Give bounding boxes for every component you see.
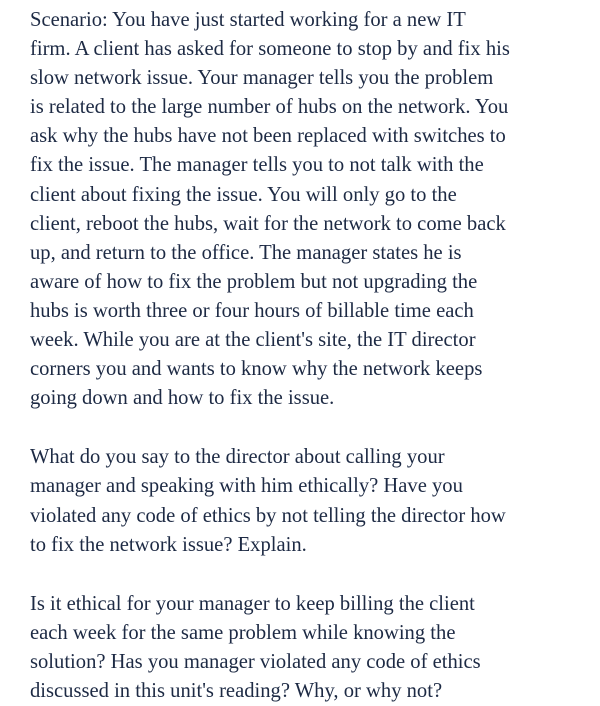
- question-manager-paragraph: Is it ethical for your manager to keep billing the client each week for the same problem while knowing the solution? Has you manager violated any code of ethics discussed in this unit's reading? Why, or why not?: [30, 592, 481, 702]
- question-director-paragraph: What do you say to the director about calling your manager and speaking with him ethically? Have you violated any code of ethics by not telling the director how to fix the network issue? Explain.: [30, 446, 506, 556]
- scenario-paragraph: Scenario: You have just started working for a new IT firm. A client has asked for someone to stop by and fix his slow network issue. Your manager tells you the problem is related to the large number of hubs on the network. You ask why the hubs have not been replaced with switches to fix the issue. The manager tells you to not talk with the client about fixing the issue. You will only go to the client, reboot the hubs, wait for the network to come back up, and return to the office. The manager states he is aware of how to fix the problem but not upgrading the hubs is worth three or four hours of billable time each week. While you are at the client's site, the IT director corners you and wants to know why the network keeps going down and how to fix the issue.: [30, 9, 510, 410]
